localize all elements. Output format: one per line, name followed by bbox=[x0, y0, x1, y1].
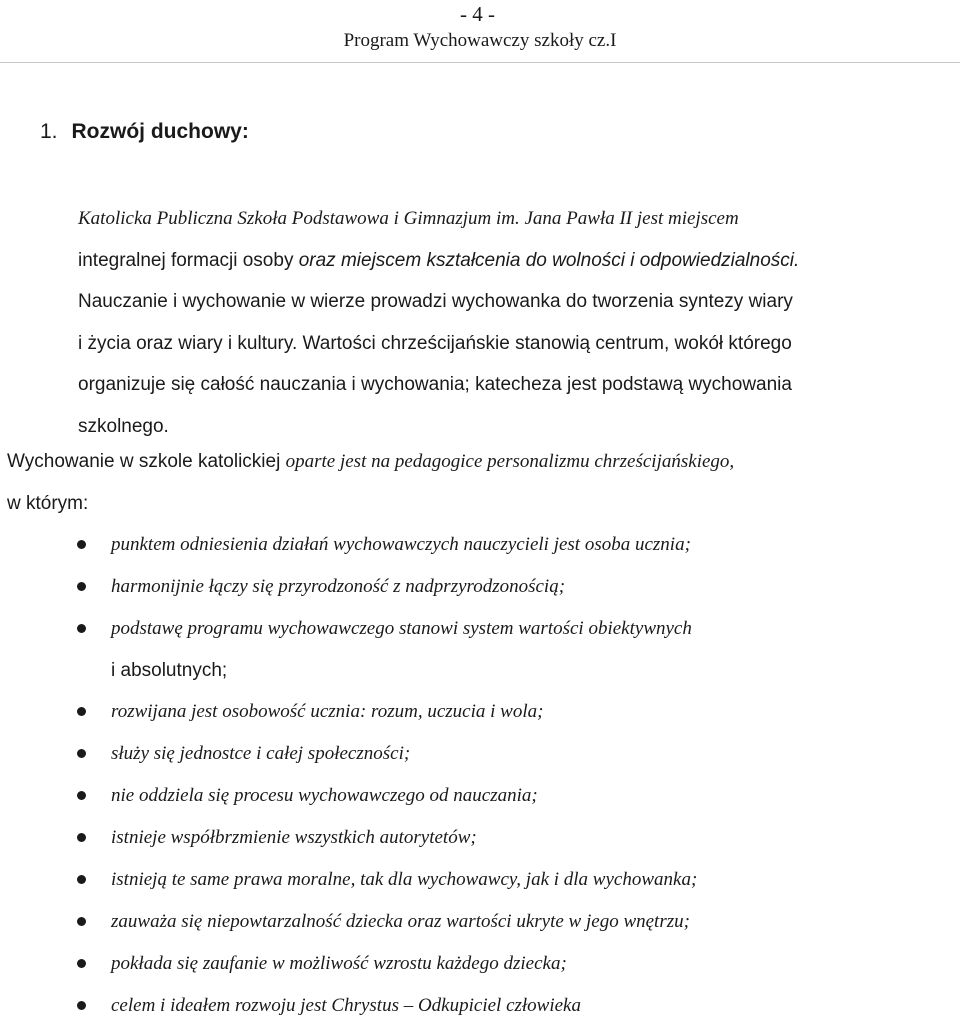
document-title: Program Wychowawczy szkoły cz.I bbox=[343, 30, 617, 51]
list-item bbox=[0, 733, 960, 775]
paragraph-line: Katolicka Publiczna Szkoła Podstawowa i Gimnazjum im. Jana Pawła II jest miejscem bbox=[78, 208, 739, 229]
paragraph-line: Nauczanie i wychowanie w wierze prowadzi wychowanka do tworzenia syntezy wiary bbox=[78, 291, 793, 312]
section-heading bbox=[40, 120, 249, 144]
bullet-icon bbox=[77, 749, 86, 758]
paragraph-text: Wychowanie w szkole katolickiej bbox=[7, 451, 286, 472]
bullet-icon bbox=[77, 540, 86, 549]
list-item bbox=[0, 901, 960, 943]
list-item-text: służy się jednostce i całej społeczności; bbox=[111, 743, 411, 764]
page-number-text: - 4 - bbox=[460, 2, 495, 26]
paragraph-line: i życia oraz wiary i kultury. Wartości chrześcijańskie stanowią centrum, wokół którego bbox=[78, 332, 792, 354]
bullet-icon bbox=[77, 959, 86, 968]
list-item-text: pokłada się zaufanie w możliwość wzrostu każdego dziecka; bbox=[111, 953, 567, 974]
bullet-icon bbox=[77, 582, 86, 591]
list-item-text: rozwijana jest osobowość ucznia: rozum, uczucia i wola; bbox=[111, 701, 544, 722]
section-number: 1. bbox=[40, 120, 58, 143]
bullet-icon bbox=[77, 1001, 86, 1010]
list-item-text: istnieją te same prawa moralne, tak dla wychowawcy, jak i dla wychowanka; bbox=[111, 869, 698, 890]
list-item-text: harmonijnie łączy się przyrodzoność z nadprzyrodzonością; bbox=[111, 576, 566, 597]
list-item-text: zauważa się niepowtarzalność dziecka oraz wartości ukryte w jego wnętrzu; bbox=[111, 911, 690, 932]
list-item bbox=[0, 859, 960, 901]
paragraph-text-italic: oparte jest na pedagogice personalizmu chrześcijańskiego, bbox=[285, 451, 735, 472]
paragraph-line: szkolnego. bbox=[78, 415, 169, 437]
paragraph-line bbox=[78, 240, 954, 282]
bullet-icon bbox=[77, 875, 86, 884]
paragraph-line: organizuje się całość nauczania i wychowania; katecheza jest podstawą wychowania bbox=[78, 374, 792, 395]
paragraph-line bbox=[7, 441, 954, 483]
bullet-icon bbox=[77, 791, 86, 800]
list-item-text: celem i ideałem rozwoju jest Chrystus – Odkupiciel człowieka bbox=[111, 995, 581, 1016]
list-item bbox=[0, 691, 960, 733]
header-divider bbox=[0, 62, 960, 63]
paragraph-line: w którym: bbox=[7, 492, 89, 514]
list-item-text: nie oddziela się procesu wychowawczego od nauczania; bbox=[111, 785, 538, 806]
paragraph-text: integralnej formacji osoby bbox=[78, 249, 299, 271]
intro-paragraph bbox=[78, 198, 954, 447]
list-item bbox=[0, 775, 960, 817]
bullet-icon bbox=[77, 624, 86, 633]
list-item-text: istnieje współbrzmienie wszystkich autorytetów; bbox=[111, 827, 477, 848]
section-title: Rozwój duchowy: bbox=[71, 120, 249, 143]
list-item bbox=[0, 566, 960, 608]
bullet-icon bbox=[77, 917, 86, 926]
list-item-text: punktem odniesienia działań wychowawczych nauczycieli jest osoba ucznia; bbox=[111, 534, 691, 555]
bullet-icon bbox=[77, 833, 86, 842]
list-item bbox=[0, 943, 960, 985]
second-paragraph bbox=[7, 441, 954, 524]
list-item bbox=[0, 524, 960, 566]
bullet-list bbox=[0, 524, 960, 1027]
bullet-icon bbox=[77, 707, 86, 716]
paragraph-text-italic: oraz miejscem kształcenia do wolności i odpowiedzialności. bbox=[298, 249, 800, 271]
list-item-continuation: i absolutnych; bbox=[111, 660, 228, 681]
list-item bbox=[0, 985, 960, 1027]
list-item bbox=[0, 608, 960, 691]
list-item bbox=[0, 817, 960, 859]
list-item-text: podstawę programu wychowawczego stanowi system wartości obiektywnych bbox=[111, 618, 692, 639]
